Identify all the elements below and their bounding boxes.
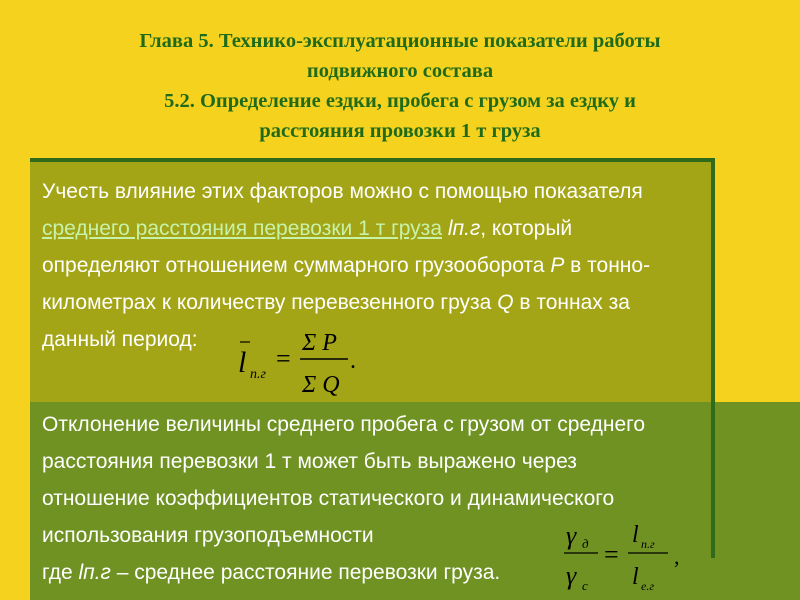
p2-line-5-b: – среднее расстояние перевозки груза. — [110, 561, 501, 584]
p1-line-3 — [42, 247, 650, 284]
formula1-period: . — [350, 348, 356, 374]
title-line-1: Глава 5. Технико-эксплуатационные показатели работы — [139, 30, 661, 52]
p1-line-5: данный период: — [42, 328, 198, 351]
formula2-comma: , — [674, 544, 680, 569]
formula1-lhs: l — [238, 346, 247, 379]
formula2-den-right-sub: е.г — [641, 579, 655, 593]
p1-var-p: P — [550, 254, 565, 277]
formula2-equals: = — [604, 540, 619, 569]
average-distance-link[interactable]: среднего расстояния перевозки 1 т груза — [42, 217, 442, 240]
p2-var-lpg: lп.г — [78, 561, 111, 584]
formula2-num-right: l — [632, 522, 639, 548]
decorative-line-vertical — [711, 158, 715, 558]
p1-var-lpg: lп.г — [447, 217, 481, 240]
p1-line-2-rest: , который — [480, 217, 573, 240]
p2-line-5-a: где — [42, 561, 79, 584]
formula-average-distance — [236, 322, 376, 402]
formula1-denominator: Σ Q — [302, 372, 340, 398]
formula2-den-right: l — [632, 564, 639, 590]
formula2-den-left-sub: c — [582, 578, 588, 593]
p1-line-4 — [42, 284, 650, 321]
paragraph-2 — [42, 406, 645, 591]
formula1-numerator: Σ P — [302, 330, 337, 356]
title-line-2: подвижного состава — [306, 60, 494, 82]
p2-line-4: использования грузоподъемности — [42, 524, 374, 547]
p1-line-2 — [42, 210, 650, 247]
formula2-num-right-sub: п.г — [641, 537, 655, 551]
formula2-den-left: γ — [566, 561, 577, 590]
p1-line-1: Учесть влияние этих факторов можно с помощью показателя — [42, 180, 643, 203]
p2-line-2: расстояния перевозки 1 т может быть выражено через — [42, 450, 577, 473]
p1-line-3-a: определяют отношением суммарного грузооборота — [42, 254, 551, 277]
slide-title — [40, 26, 760, 146]
formula1-lhs-sub: п.г — [250, 367, 266, 382]
p2-line-3: отношение коэффициентов статического и динамического — [42, 487, 615, 510]
p2-line-1: Отклонение величины среднего пробега с грузом от среднего — [42, 413, 646, 436]
formula1-equals: = — [276, 344, 291, 373]
title-line-4: расстояния провозки 1 т груза — [259, 120, 541, 142]
p1-line-4-b: в тоннах за — [513, 291, 630, 314]
p2-line-5 — [42, 554, 645, 591]
p1-line-4-a: километрах к количеству перевезенного груза — [42, 291, 498, 314]
decorative-line-horizontal — [30, 158, 714, 162]
p1-var-q: Q — [497, 291, 514, 314]
formula2-num-left: γ — [566, 521, 577, 550]
formula-coefficient-ratio — [560, 518, 700, 598]
title-line-3: 5.2. Определение ездки, пробега с грузом за ездку и — [164, 90, 636, 112]
formula2-num-left-sub: д — [582, 536, 589, 551]
p1-line-3-b: в тонно- — [564, 254, 651, 277]
